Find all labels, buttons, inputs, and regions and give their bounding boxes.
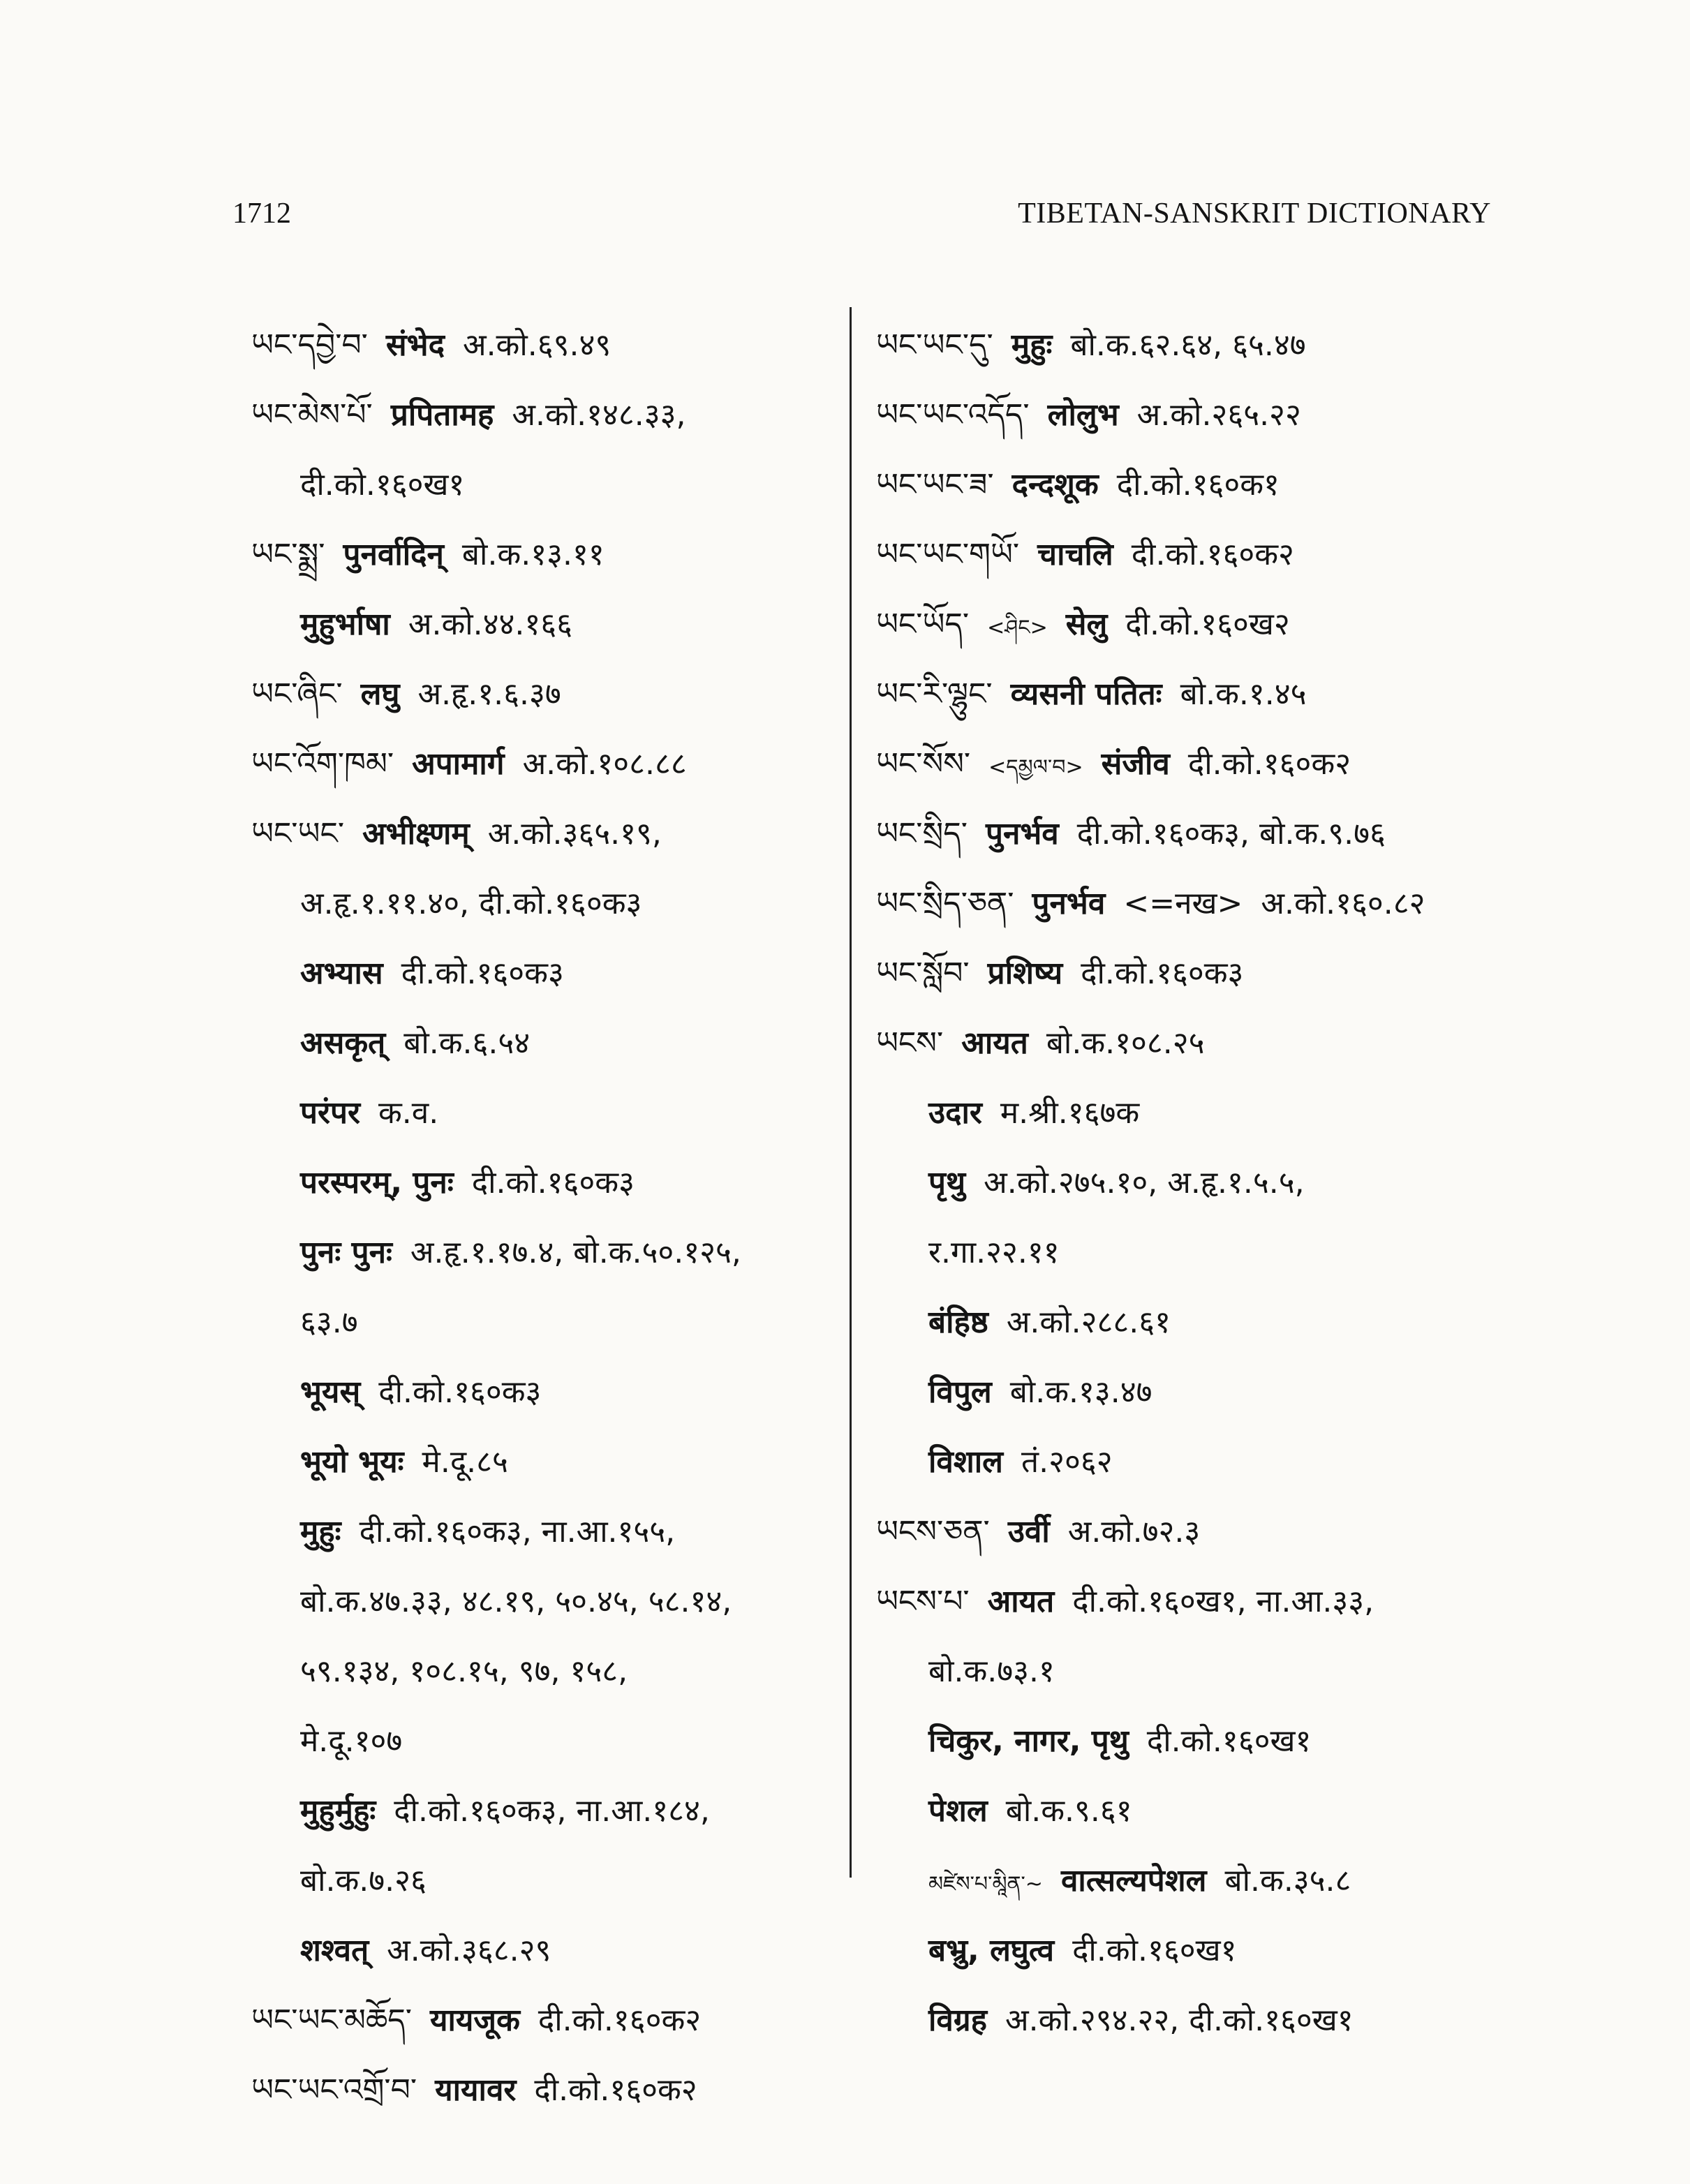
source-reference: अ.को.१०८.८८ [522,746,687,782]
source-reference: बो.क.१३.४७ [1009,1374,1152,1410]
sanskrit-term: शश्वत् [300,1933,369,1968]
entry-line [876,520,1490,590]
dictionary-entry [876,869,1490,939]
sanskrit-term: आयत [987,1584,1055,1619]
sanskrit-term: प्रपितामह [390,397,494,433]
tibetan-headword: ཡངས་ཅན་ [876,1514,990,1550]
entry-line [876,1707,1490,1776]
tibetan-headword: ཡངས་ [876,1025,944,1061]
tibetan-headword: ཡང་སྲིད་ [876,816,968,852]
sanskrit-term: पुनर्भव [1032,886,1106,921]
source-reference: र.गा.२२.११ [928,1235,1060,1270]
entry-line [251,869,838,939]
source-reference: म.श्री.१६७क [1000,1095,1140,1131]
source-reference: दी.को.१६०क३ [471,1165,635,1201]
sanskrit-term: दन्दशूक [1011,467,1099,503]
sanskrit-term: अभीक्ष्णम् [362,816,470,852]
entry-line [251,1218,838,1288]
source-reference: दी.को.१६०ख१ [1072,1933,1237,1968]
entry-line [251,1009,838,1078]
source-reference: दी.को.१६०क३, बो.क.९.७६ [1076,816,1386,852]
dictionary-entry [251,1986,838,2056]
source-reference: बो.क.७३.१ [928,1654,1055,1689]
entry-line [876,1916,1490,1986]
sanskrit-term: मुहुः [1011,327,1053,363]
entry-line [876,1986,1490,2056]
dictionary-entry [876,1009,1490,1497]
source-reference: तं.२०६२ [1021,1444,1113,1480]
tibetan-headword: ཡང་ཡོད་ [876,607,970,642]
source-reference: अ.को.२६५.२२ [1136,397,1301,433]
sanskrit-term: पुनः पुनः [300,1235,392,1270]
entry-line [876,1009,1490,1078]
page-number: 1712 [232,198,291,230]
source-reference: अ.हृ.१.११.४०, दी.को.१६०क३ [300,886,642,921]
dictionary-entry [251,660,838,729]
entry-line [251,311,838,380]
source-reference: दी.को.१६०ख१, ना.आ.३३, [1072,1584,1374,1619]
tibetan-headword: ཡངས་པ་ [876,1584,970,1619]
source-reference: अ.हृ.१.१७.४, बो.क.५०.१२५, [410,1235,741,1270]
entry-line [876,1078,1490,1148]
entry-line [251,1288,838,1358]
running-head: TIBETAN-SANSKRIT DICTIONARY [1018,198,1491,230]
tibetan-headword: ཡང་ཡང་ [251,816,345,852]
dictionary-entry [876,1567,1490,2056]
tibetan-headword: ཡང་སྨྲ་ [251,537,325,572]
sanskrit-term: पेशल [928,1793,988,1829]
entry-line [876,1288,1490,1358]
source-reference: दी.को.१६०क३ [401,956,564,991]
tibetan-headword: ཡང་ཡང་མཆོད་ [251,2003,412,2038]
tibetan-headword: ཡང་སྲིད་ཅན་ [876,886,1014,921]
tibetan-headword: ཡང་ཡང་དུ་ [876,327,993,363]
sanskrit-term: विग्रह [928,2003,988,2038]
source-reference: दी.को.१६०क२ [1187,746,1351,782]
tibetan-headword: ཡང་སློབ་ [876,956,970,991]
entry-line [876,311,1490,380]
entry-line [876,1218,1490,1288]
dictionary-entry [876,590,1490,660]
entry-line [251,2056,838,2125]
entry-line [876,1776,1490,1846]
sanskrit-term: असकृत् [300,1025,386,1061]
entry-line [876,660,1490,729]
entry-line [251,1637,838,1707]
source-reference: अ.को.२९४.२२, दी.को.१६०ख१ [1005,2003,1354,2038]
source-reference: क.व. [378,1095,439,1131]
qualifier-note: <=नख> [1123,886,1243,921]
dictionary-entry [876,380,1490,450]
source-reference: बो.क.६.५४ [403,1025,531,1061]
tibetan-headword: མཛེས་པ་མཱིན་~ [928,1872,1043,1896]
source-reference: अ.हृ.१.६.३७ [417,676,561,712]
sanskrit-term: विपुल [928,1374,992,1410]
tibetan-headword: ཡང་ཞིང་ [251,676,343,712]
source-reference: बो.क.१३.११ [461,537,605,572]
sanskrit-term: वात्सल्यपेशल [1060,1863,1207,1899]
entry-line [876,1567,1490,1637]
tibetan-headword: ཡང་ཡང་འགྲོ་བ་ [251,2072,417,2108]
sanskrit-term: उर्वी [1007,1514,1050,1550]
source-reference: अ.को.४४.१६६ [408,607,573,642]
entry-line [876,1427,1490,1497]
source-reference: मे.दू.८५ [422,1444,508,1480]
dictionary-entry [251,729,838,799]
source-reference: अ.को.२७५.१०, अ.हृ.१.५.५, [984,1165,1305,1201]
entry-line [251,1497,838,1567]
entry-line [251,520,838,590]
dictionary-entry [251,311,838,380]
sanskrit-term: लघु [360,676,400,712]
dictionary-entry [876,939,1490,1009]
source-reference: दी.को.१६०क३ [378,1374,542,1410]
source-reference: बो.क.४७.३३, ४८.१९, ५०.४५, ५८.१४, [300,1584,732,1619]
dictionary-entry [876,799,1490,869]
source-reference: बो.क.१०८.२५ [1046,1025,1205,1061]
sanskrit-term: मुहुर्मुहुः [300,1793,376,1829]
tibetan-headword: ཡང་རི་ལྷུང་ [876,676,993,712]
sanskrit-term: अभ्यास [300,956,383,991]
qualifier-note: <དམྱལ་བ> [988,755,1083,780]
sanskrit-term: परंपर [300,1095,360,1131]
dictionary-entry [251,380,838,520]
sanskrit-term: प्रशिष्य [987,956,1063,991]
source-reference: दी.को.१६०क२ [538,2003,702,2038]
source-reference: दी.को.१६०ख२ [1125,607,1290,642]
sanskrit-term: परस्परम्, पुनः [300,1165,454,1201]
source-reference: अ.को.३६५.१९, [487,816,662,852]
entry-line [876,1497,1490,1567]
dictionary-entry [251,799,838,1986]
entry-line [876,450,1490,520]
left-column [251,311,838,2125]
entry-line [876,1637,1490,1707]
source-reference: दी.को.१६०क३ [1081,956,1244,991]
dictionary-entry [876,520,1490,590]
entry-line [876,939,1490,1009]
source-reference: अ.को.१४८.३३, [512,397,686,433]
dictionary-entry [251,2056,838,2125]
dictionary-entry [876,450,1490,520]
sanskrit-term: विशाल [928,1444,1004,1480]
source-reference: अ.को.३६८.२९ [387,1933,551,1968]
entry-line [251,1078,838,1148]
source-reference: मे.दू.१०७ [300,1723,403,1759]
sanskrit-term: पुनर्वादिन् [343,537,444,572]
source-reference: अ.को.२८८.६१ [1006,1305,1171,1340]
sanskrit-term: अपामार्ग [412,746,505,782]
dictionary-entry [251,520,838,660]
source-reference: अ.को.६९.४९ [462,327,611,363]
dictionary-entry [876,311,1490,380]
column-divider [850,307,852,1878]
source-reference: दी.को.१६०ख१ [1146,1723,1312,1759]
sanskrit-term: सेलु [1065,607,1108,642]
source-reference: दी.को.१६०क३, ना.आ.१५५, [359,1514,676,1550]
tibetan-headword: ཡང་ཡང་གཡོ་ [876,537,1020,572]
sanskrit-term: लोलुभ [1047,397,1119,433]
source-reference: बो.क.७.२६ [300,1863,427,1899]
sanskrit-term: आयत [961,1025,1028,1061]
dictionary-entry [876,729,1490,799]
entry-line [251,799,838,869]
source-reference: बो.क.१.४५ [1180,676,1307,712]
tibetan-headword: ཡང་འོག་ཁམ་ [251,746,394,782]
source-reference: अ.को.१६०.८२ [1261,886,1425,921]
entry-line [251,1986,838,2056]
entry-line [251,1776,838,1846]
sanskrit-term: भूयस् [300,1374,361,1410]
sanskrit-term: उदार [928,1095,982,1131]
source-reference: अ.को.७२.३ [1067,1514,1201,1550]
entry-line [251,1916,838,1986]
source-reference: दी.को.१६०ख१ [300,467,465,503]
entry-line [251,1707,838,1776]
source-reference: ५९.१३४, १०८.१५, ९७, १५८, [300,1654,628,1689]
source-reference: दी.को.१६०क२ [1131,537,1294,572]
entry-line [876,1846,1490,1916]
entry-line [251,1567,838,1637]
entry-line [876,1148,1490,1218]
sanskrit-term: चाचलि [1037,537,1113,572]
sanskrit-term: मुहुर्भाषा [300,607,390,642]
entry-line [876,729,1490,799]
sanskrit-term: बंहिष्ठ [928,1305,988,1340]
entry-line [876,1358,1490,1427]
sanskrit-term: संजीव [1101,746,1170,782]
source-reference: दी.को.१६०क३, ना.आ.१८४, [394,1793,710,1829]
entry-line [251,1148,838,1218]
source-reference: बो.क.६२.६४, ६५.४७ [1070,327,1306,363]
entry-line [251,1427,838,1497]
sanskrit-term: पुनर्भव [985,816,1059,852]
tibetan-headword: ཡང་དབྱེ་བ་ [251,327,368,363]
entry-line [876,869,1490,939]
entry-line [876,799,1490,869]
tibetan-headword: ཡང་ཡང་ཟ་ [876,467,994,503]
sanskrit-term: यायावर [435,2072,517,2108]
source-reference: दी.को.१६०क२ [534,2072,697,2108]
tibetan-headword: ཡང་མེས་པོ་ [251,397,373,433]
entry-line [251,1358,838,1427]
source-reference: बो.क.९.६१ [1005,1793,1132,1829]
entry-line [251,450,838,520]
tibetan-headword: ཡང་སོས་ [876,746,971,782]
dictionary-entry [876,660,1490,729]
sanskrit-term: पृथु [928,1165,966,1201]
dictionary-entry [876,1497,1490,1567]
source-reference: बो.क.३५.८ [1224,1863,1351,1899]
sanskrit-term: बभ्रु, लघुत्व [928,1933,1055,1968]
qualifier-note: <ཤིང> [987,616,1048,640]
sanskrit-term: संभेद [385,327,445,363]
sanskrit-term: व्यसनी पतितः [1010,676,1162,712]
source-reference: ६३.७ [300,1305,358,1340]
entry-line [251,380,838,450]
entry-line [251,1846,838,1916]
sanskrit-term: यायजूक [430,2003,520,2038]
tibetan-headword: ཡང་ཡང་འདོད་ [876,397,1030,433]
sanskrit-term: भूयो भूयः [300,1444,404,1480]
right-column [876,311,1490,2056]
source-reference: दी.को.१६०क१ [1116,467,1280,503]
entry-line [251,660,838,729]
entry-line [876,380,1490,450]
entry-line [251,729,838,799]
entry-line [251,590,838,660]
entry-line [251,939,838,1009]
sanskrit-term: चिकुर, नागर, पृथु [928,1723,1129,1759]
sanskrit-term: मुहुः [300,1514,341,1550]
entry-line [876,590,1490,660]
